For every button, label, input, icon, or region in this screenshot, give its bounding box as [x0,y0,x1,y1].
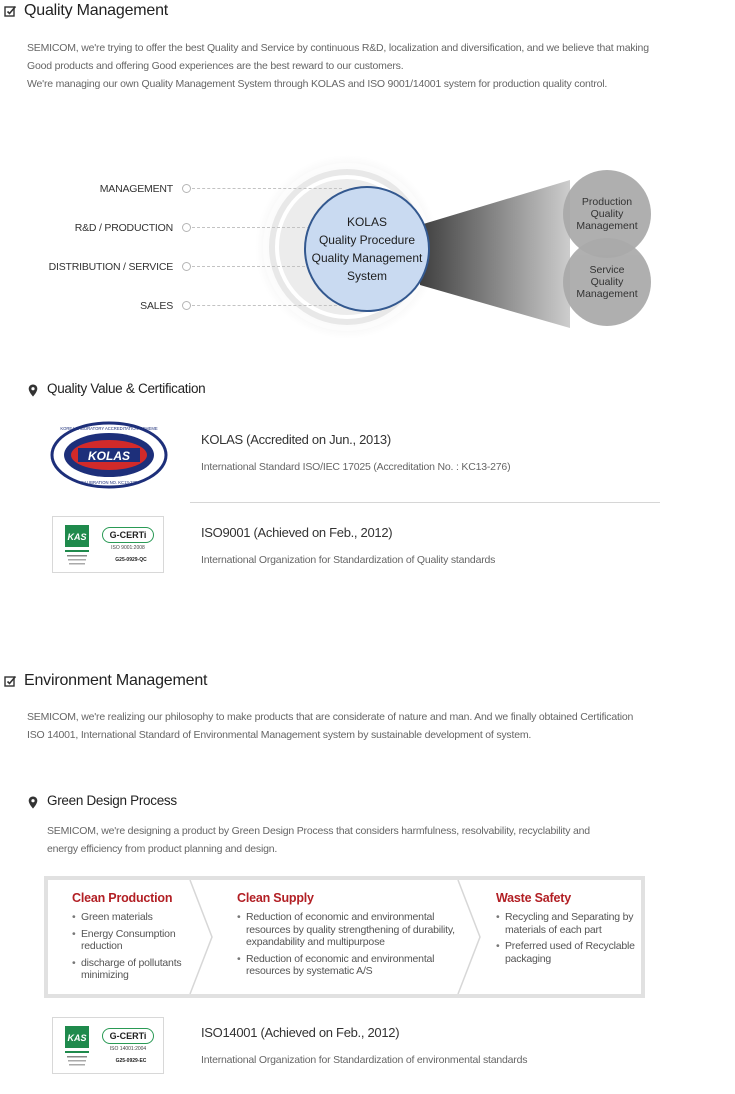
iso9001-logo-number: G25-0929-QC [115,557,147,563]
diagram-label-sales: SALES [140,300,173,312]
svg-text:KAS: KAS [67,532,87,542]
list-item: • discharge of pollutants minimizing [72,957,202,982]
production-quality-line-3: Management [576,220,638,232]
center-line-1: KOLAS [346,215,387,229]
production-quality-line-1: Production [581,196,633,208]
process-step-list [72,911,202,982]
process-step-heading: Clean Supply [237,891,314,905]
section-title-environment: Environment Management [24,672,208,689]
list-item: • Preferred used of Recyclable packaging [496,940,636,965]
svg-text:KAS: KAS [67,1033,87,1043]
diagram-label-management: MANAGEMENT [99,183,173,195]
iso14001-logo-standard: ISO 14001:2004 [109,1046,147,1052]
iso14001-cert-title: ISO14001 (Achieved on Feb., 2012) [201,1025,400,1040]
subsection-title-quality-value: Quality Value & Certification [47,381,206,396]
list-item: • Reduction of economic and environmental resources by quality strengthening of durability, expandability and multipurpose [237,911,462,949]
gcert-badge [102,527,154,543]
kolas-ring-text: KOREA LABORATORY ACCREDITATION SCHEME [60,426,158,431]
quality-system-diagram [0,150,735,345]
connector-dot [182,184,191,193]
diagram-label-distribution-service: DISTRIBUTION / SERVICE [48,261,173,273]
quality-intro-line3: We're managing our own Quality Management System through KOLAS and ISO 9001/14001 system for production quality control. [27,78,608,90]
center-line-4: System [346,269,387,283]
iso14001-logo-box [52,1017,164,1074]
gcert-badge [102,1028,154,1044]
subsection-title-green-design: Green Design Process [47,793,177,808]
production-quality-line-2: Quality [590,208,624,220]
quality-intro-line2: Good products and offering Good experiences are the best reward to our customers. [27,60,404,72]
quality-intro-line1: SEMICOM, we're trying to offer the best Quality and Service by continuous R&D, localization and diversification, and we believe that making [27,42,649,54]
kab-accreditation-mark [63,1024,93,1069]
process-step-list [496,911,636,965]
iso9001-logo-standard: ISO 9001:2008 [111,545,145,551]
list-item: • Recycling and Separating by materials of each part [496,911,636,936]
connector-line [192,305,342,306]
gcert-badge-text: G-CERTi [109,1031,147,1041]
divider [190,502,660,503]
diagram-label-rnd-production: R&D / PRODUCTION [74,222,173,234]
service-quality-line-2: Quality [590,276,624,288]
connector-line [192,188,342,189]
center-circle-text [312,213,423,285]
environment-intro-line1: SEMICOM, we're realizing our philosophy to make products that are considerate of nature and man. And we finally obtained Certification [27,711,634,723]
section-title-quality: Quality Management [24,2,169,19]
check-edit-icon [4,5,17,18]
process-step-waste-safety [496,891,636,969]
process-step-heading: Clean Production [72,891,173,905]
service-quality-line-1: Service [589,264,625,276]
process-step-heading: Waste Safety [496,891,571,905]
iso9001-cert-desc: International Organization for Standardization of Quality standards [201,554,496,566]
iso14001-cert-desc: International Organization for Standardization of environmental standards [201,1054,528,1066]
connector-dot [182,262,191,271]
green-design-intro-line1: SEMICOM, we're designing a product by Green Design Process that considers harmfulness, resolvability, recyclability and [47,825,590,837]
center-line-2: Quality Procedure [318,233,416,247]
location-pin-icon [28,384,38,397]
iso9001-logo-box [52,516,164,573]
connector-line [192,266,310,267]
iso9001-cert-title: ISO9001 (Achieved on Feb., 2012) [201,525,393,540]
check-edit-icon [4,675,17,688]
list-item: • Green materials [72,911,202,924]
iso14001-logo-number: G25-0929-EC [115,1058,147,1064]
kolas-logo-wordmark: KOLAS [88,449,130,463]
list-item: • Energy Consumption reduction [72,928,202,953]
process-step-clean-supply [237,891,462,982]
service-quality-line-3: Management [576,288,638,300]
connector-line [192,227,310,228]
projection-beam [420,180,580,330]
kolas-ring-bottom-text: CALIBRATION NO. KC13-276 [80,480,138,485]
kab-accreditation-mark [63,523,93,568]
circle-service-quality [563,238,651,326]
kolas-logo [50,421,168,489]
green-design-intro-line2: energy efficiency from product planning and design. [47,843,278,855]
location-pin-icon [28,796,38,809]
environment-intro-line2: ISO 14001, International Standard of Environmental Management system by sustainable development of system. [27,729,532,741]
process-step-clean-production [72,891,202,986]
connector-dot [182,223,191,232]
center-circle-kolas [304,186,430,312]
kolas-cert-title: KOLAS (Accredited on Jun., 2013) [201,432,391,447]
list-item: • Reduction of economic and environmental resources by systematic A/S [237,953,462,978]
gcert-badge-text: G-CERTi [109,530,147,540]
center-line-3: Quality Management [311,251,423,265]
connector-dot [182,301,191,310]
process-step-list [237,911,462,978]
kolas-cert-desc: International Standard ISO/IEC 17025 (Accreditation No. : KC13-276) [201,461,511,473]
green-process-flow [44,876,645,998]
